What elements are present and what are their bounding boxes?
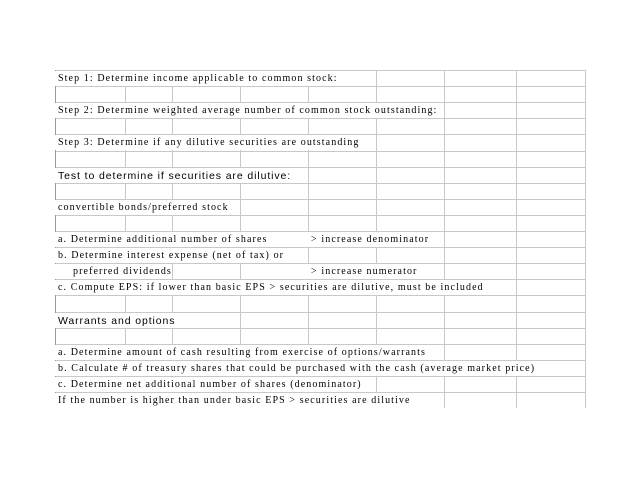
table-row xyxy=(55,199,585,215)
table-row xyxy=(55,328,585,344)
table-row xyxy=(55,376,585,392)
cell-text: a. Determine amount of cash resulting from exercise of options/warrants xyxy=(55,345,426,360)
table-row xyxy=(55,118,585,134)
table-row xyxy=(55,151,585,167)
table-row xyxy=(55,279,585,295)
cell-text: b. Determine interest expense (net of tax) or xyxy=(55,248,284,263)
table-row xyxy=(55,231,585,247)
grid-column-line xyxy=(585,70,586,408)
cell-text: Step 1: Determine income applicable to common stock: xyxy=(55,71,338,86)
table-row xyxy=(55,263,585,279)
table-row xyxy=(55,312,585,328)
cell-text: b. Calculate # of treasury shares that could be purchased with the cash (average market price) xyxy=(55,361,535,376)
cell-text: If the number is higher than under basic EPS > securities are dilutive xyxy=(55,393,411,408)
grid-column-line xyxy=(444,70,445,408)
table-row xyxy=(55,295,585,311)
cell-note: > increase numerator xyxy=(308,264,418,279)
table-row xyxy=(55,247,585,263)
cell-text: a. Determine additional number of shares xyxy=(55,232,268,247)
table-row xyxy=(55,167,585,183)
cell-text: c. Compute EPS: if lower than basic EPS > securities are dilutive, must be included xyxy=(55,280,484,295)
cell-text: preferred dividends xyxy=(55,264,172,279)
cell-text: c. Determine net additional number of shares (denominator) xyxy=(55,377,362,392)
grid-column-line xyxy=(516,70,517,408)
cell-text: Step 2: Determine weighted average number of common stock outstanding: xyxy=(55,103,437,118)
cell-text: Warrants and options xyxy=(55,313,175,328)
table-row xyxy=(55,392,585,408)
table-row xyxy=(55,215,585,231)
cell-note: > increase denominator xyxy=(308,232,429,247)
table-row xyxy=(55,134,585,150)
cell-text: convertible bonds/preferred stock xyxy=(55,200,229,215)
cell-text: Test to determine if securities are dilutive: xyxy=(55,168,291,183)
table-row xyxy=(55,86,585,102)
table-row xyxy=(55,70,585,86)
spreadsheet-grid xyxy=(55,70,585,408)
table-row xyxy=(55,102,585,118)
cell-text: Step 3: Determine if any dilutive securities are outstanding xyxy=(55,135,360,150)
table-row xyxy=(55,360,585,376)
table-row xyxy=(55,344,585,360)
table-row xyxy=(55,183,585,199)
